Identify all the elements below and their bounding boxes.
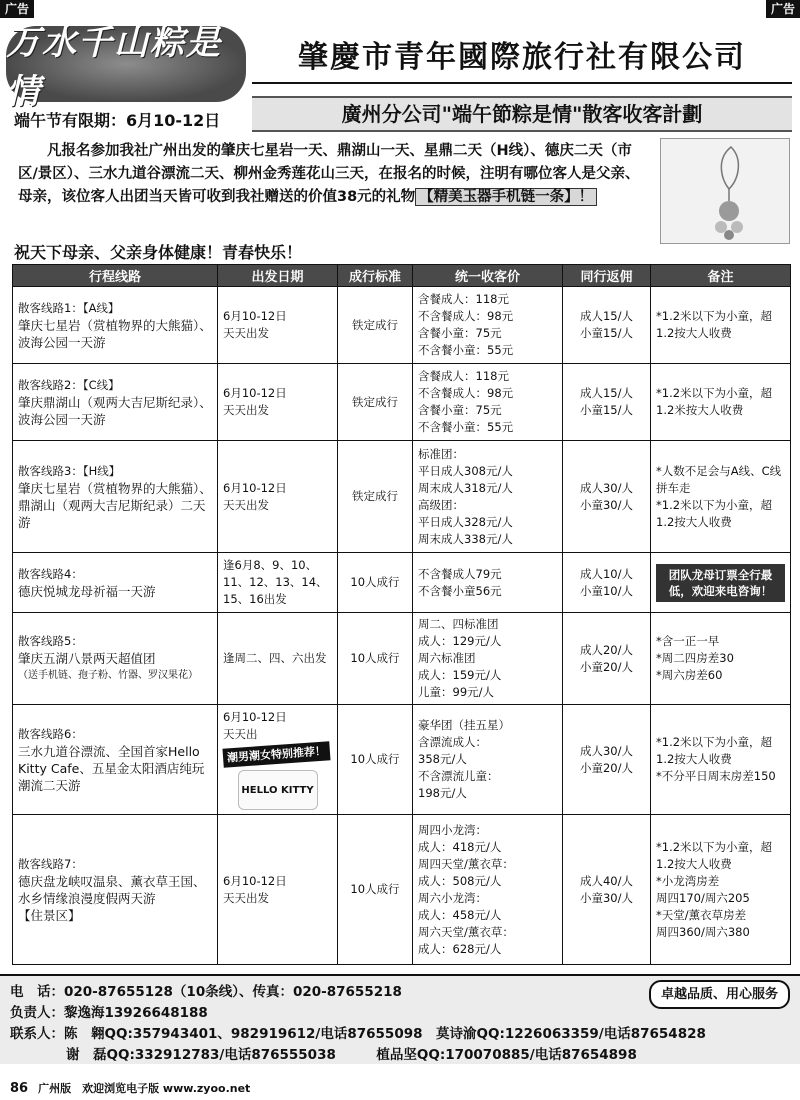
rebate-cell: 成人15/人 小童15/人 <box>563 287 651 364</box>
route-desc: 德庆悦城龙母祈福一天游 <box>18 583 156 599</box>
footer-phone: 电 话：020-87655128（10条线）、传真：020-87655218 <box>10 984 402 1000</box>
rebate-cell: 成人30/人 小童20/人 <box>563 705 651 815</box>
price-cell: 周四小龙湾： 成人：418元/人 周四天堂/薰衣草： 成人：508元/人 周六小龙湾： 成人：458元/人 周六天堂/薰衣草： 成人：628元/人 <box>413 815 563 965</box>
footer-contact-3: 谢 磊QQ:332912783/电话876555038 <box>66 1047 336 1063</box>
route-desc: 肇庆七星岩（赏植物界的大熊猫）、波海公园一天游 <box>18 317 212 350</box>
header-route: 行程线路 <box>13 265 218 287</box>
footer-manager: 负责人：黎逸海13926648188 <box>10 1005 208 1021</box>
price-cell: 豪华团（挂五星） 含漂流成人： 358元/人 不含漂流儿童： 198元/人 <box>413 705 563 815</box>
header-rebate: 同行返佣 <box>563 265 651 287</box>
route-cell <box>13 287 218 364</box>
rebate-cell: 成人10/人 小童10/人 <box>563 553 651 613</box>
route-title: 散客线路2：【C线】 <box>18 377 120 392</box>
consult-badge: 团队龙母订票全行最低，欢迎来电咨询！ <box>656 564 785 602</box>
route-desc: 德庆盘龙峡叹温泉、薰衣草王国、水乡情缘浪漫度假两天游 <box>18 873 206 906</box>
hello-kitty-icon <box>238 770 318 810</box>
note-cell: *1.2米以下为小童，超1.2米按大人收费 <box>651 364 791 441</box>
date-cell: 6月10-12日 天天出发 <box>218 287 338 364</box>
slogan: 祝天下母亲、父亲身体健康！青春快乐！ <box>14 243 303 262</box>
date-text: 6月10-12日 天天出 <box>223 710 287 741</box>
service-badge: 卓越品质、用心服务 <box>649 980 790 1009</box>
header-date: 出发日期 <box>218 265 338 287</box>
route-desc: 三水九道谷漂流、全国首家Hello Kitty Cafe、五星金太阳酒店纯玩潮流二天游 <box>18 743 205 793</box>
route-desc: 肇庆鼎湖山（观两大吉尼斯纪录）、波海公园一天游 <box>18 394 212 427</box>
table-row <box>13 705 791 815</box>
brand-logo <box>6 23 246 112</box>
table-row <box>13 815 791 965</box>
jade-chain-icon <box>661 139 791 245</box>
page-number: 86 <box>10 1081 29 1096</box>
note-cell: *含一正一早 *周二四房差30 *周六房差60 <box>651 613 791 705</box>
footer-contact-2: 莫诗渝QQ:1226063359/电话87654828 <box>436 1026 706 1042</box>
header-divider <box>252 82 792 84</box>
date-cell: 6月10-12日 天天出发 <box>218 364 338 441</box>
date-cell: 逢6月8、9、10、11、12、13、14、15、16出发 <box>218 553 338 613</box>
gift-highlight: 【精美玉器手机链一条】！ <box>415 188 597 206</box>
route-cell <box>13 553 218 613</box>
note-cell: *1.2米以下为小童，超1.2按大人收费 *小龙湾房差 周四170/周六205 *天堂/薰衣草房差 周四360/周六380 <box>651 815 791 965</box>
route-title: 散客线路3：【H线】 <box>18 463 121 478</box>
header-note: 备注 <box>651 265 791 287</box>
header-price: 统一收客价 <box>413 265 563 287</box>
footer-contact-row <box>10 1024 790 1045</box>
standard-cell: 10人成行 <box>338 705 413 815</box>
route-cell <box>13 441 218 553</box>
table-row <box>13 364 791 441</box>
kitty-label: HELLO KITTY <box>241 784 314 796</box>
standard-cell: 10人成行 <box>338 613 413 705</box>
table-row <box>13 441 791 553</box>
route-title: 散客线路5： <box>18 634 83 648</box>
route-cell <box>13 705 218 815</box>
table-header-row <box>13 265 791 287</box>
rebate-cell: 成人20/人 小童20/人 <box>563 613 651 705</box>
route-cell <box>13 613 218 705</box>
route-desc: 肇庆七星岩（赏植物界的大熊猫）、鼎湖山（观两大吉尼斯纪录）二天游 <box>18 480 212 530</box>
note-cell: *1.2米以下为小童，超1.2按大人收费 *不分平日周末房差150 <box>651 705 791 815</box>
price-cell: 周二、四标准团 成人：129元/人 周六标准团 成人：159元/人 儿童：99元/人 <box>413 613 563 705</box>
ad-label-left: 广告 <box>0 0 34 18</box>
note-cell: *1.2米以下为小童，超1.2按大人收费 <box>651 287 791 364</box>
promo-badge: 潮男潮女特别推荐！ <box>222 741 330 767</box>
route-extra: （送手机链、孢子粉、竹器、罗汉果花） <box>18 670 198 681</box>
standard-cell: 10人成行 <box>338 815 413 965</box>
table-row <box>13 553 791 613</box>
price-cell: 含餐成人：118元 不含餐成人：98元 含餐小童：75元 不含餐小童：55元 <box>413 287 563 364</box>
rebate-cell: 成人15/人 小童15/人 <box>563 364 651 441</box>
price-cell: 标准团： 平日成人308元/人 周末成人318元/人 高级团： 平日成人328元/人 周末成人338元/人 <box>413 441 563 553</box>
ad-label-right: 广告 <box>766 0 800 18</box>
note-cell: *人数不足会与A线、C线拼车走 *1.2米以下为小童，超1.2按大人收费 <box>651 441 791 553</box>
route-title: 散客线路4： <box>18 566 83 581</box>
date-cell <box>218 705 338 815</box>
table-row <box>13 287 791 364</box>
logo-text: 万水千山粽是情 <box>6 23 222 112</box>
intro-paragraph <box>18 140 648 209</box>
route-extra: 【住景区】 <box>18 907 81 923</box>
site-text: 广州版 欢迎浏览电子版 www.zyoo.net <box>38 1082 251 1095</box>
price-cell: 不含餐成人79元 不含餐小童56元 <box>413 553 563 613</box>
standard-cell: 铁定成行 <box>338 364 413 441</box>
standard-cell: 铁定成行 <box>338 287 413 364</box>
itinerary-table <box>12 264 791 965</box>
rebate-cell: 成人30/人 小童30/人 <box>563 441 651 553</box>
route-cell <box>13 815 218 965</box>
table-row <box>13 613 791 705</box>
header-standard: 成行标准 <box>338 265 413 287</box>
footer-contact-row <box>10 1045 790 1066</box>
route-cell <box>13 364 218 441</box>
route-title: 散客线路7： <box>18 856 83 871</box>
branch-title: 廣州分公司"端午節粽是情"散客收客計劃 <box>252 96 792 132</box>
note-cell <box>651 553 791 613</box>
standard-cell: 铁定成行 <box>338 441 413 553</box>
intro-text: 凡报名参加我社广州出发的肇庆七星岩一天、鼎湖山一天、星鼎二天（H线）、德庆二天（市区/景区）、三水九道谷漂流二天、柳州金秀莲花山三天，在报名的时候，注明有哪位客人是父亲、母亲，该位客人出团当天皆可收到我社赠送的价值38元的礼物 <box>18 143 640 205</box>
page-footer-bar <box>0 1076 800 1100</box>
holiday-period: 端午节有限期：6月10-12日 <box>14 111 221 130</box>
price-cell: 含餐成人：118元 不含餐成人：98元 含餐小童：75元 不含餐小童：55元 <box>413 364 563 441</box>
date-cell: 6月10-12日 天天出发 <box>218 815 338 965</box>
date-cell: 6月10-12日 天天出发 <box>218 441 338 553</box>
route-desc: 肇庆五湖八景两天超值团 <box>18 651 156 666</box>
route-title: 散客线路6： <box>18 726 83 741</box>
footer-contact-4: 植品坚QQ:170070885/电话87654898 <box>376 1047 637 1063</box>
company-name: 肇慶市青年國際旅行社有限公司 <box>298 40 746 75</box>
footer-contact-1: 联系人：陈 翱QQ:357943401、982919612/电话87655098 <box>10 1026 423 1042</box>
route-title: 散客线路1：【A线】 <box>18 300 120 315</box>
rebate-cell: 成人40/人 小童30/人 <box>563 815 651 965</box>
standard-cell: 10人成行 <box>338 553 413 613</box>
date-cell: 逢周二、四、六出发 <box>218 613 338 705</box>
gift-photo <box>660 138 790 244</box>
contact-footer <box>0 974 800 1064</box>
